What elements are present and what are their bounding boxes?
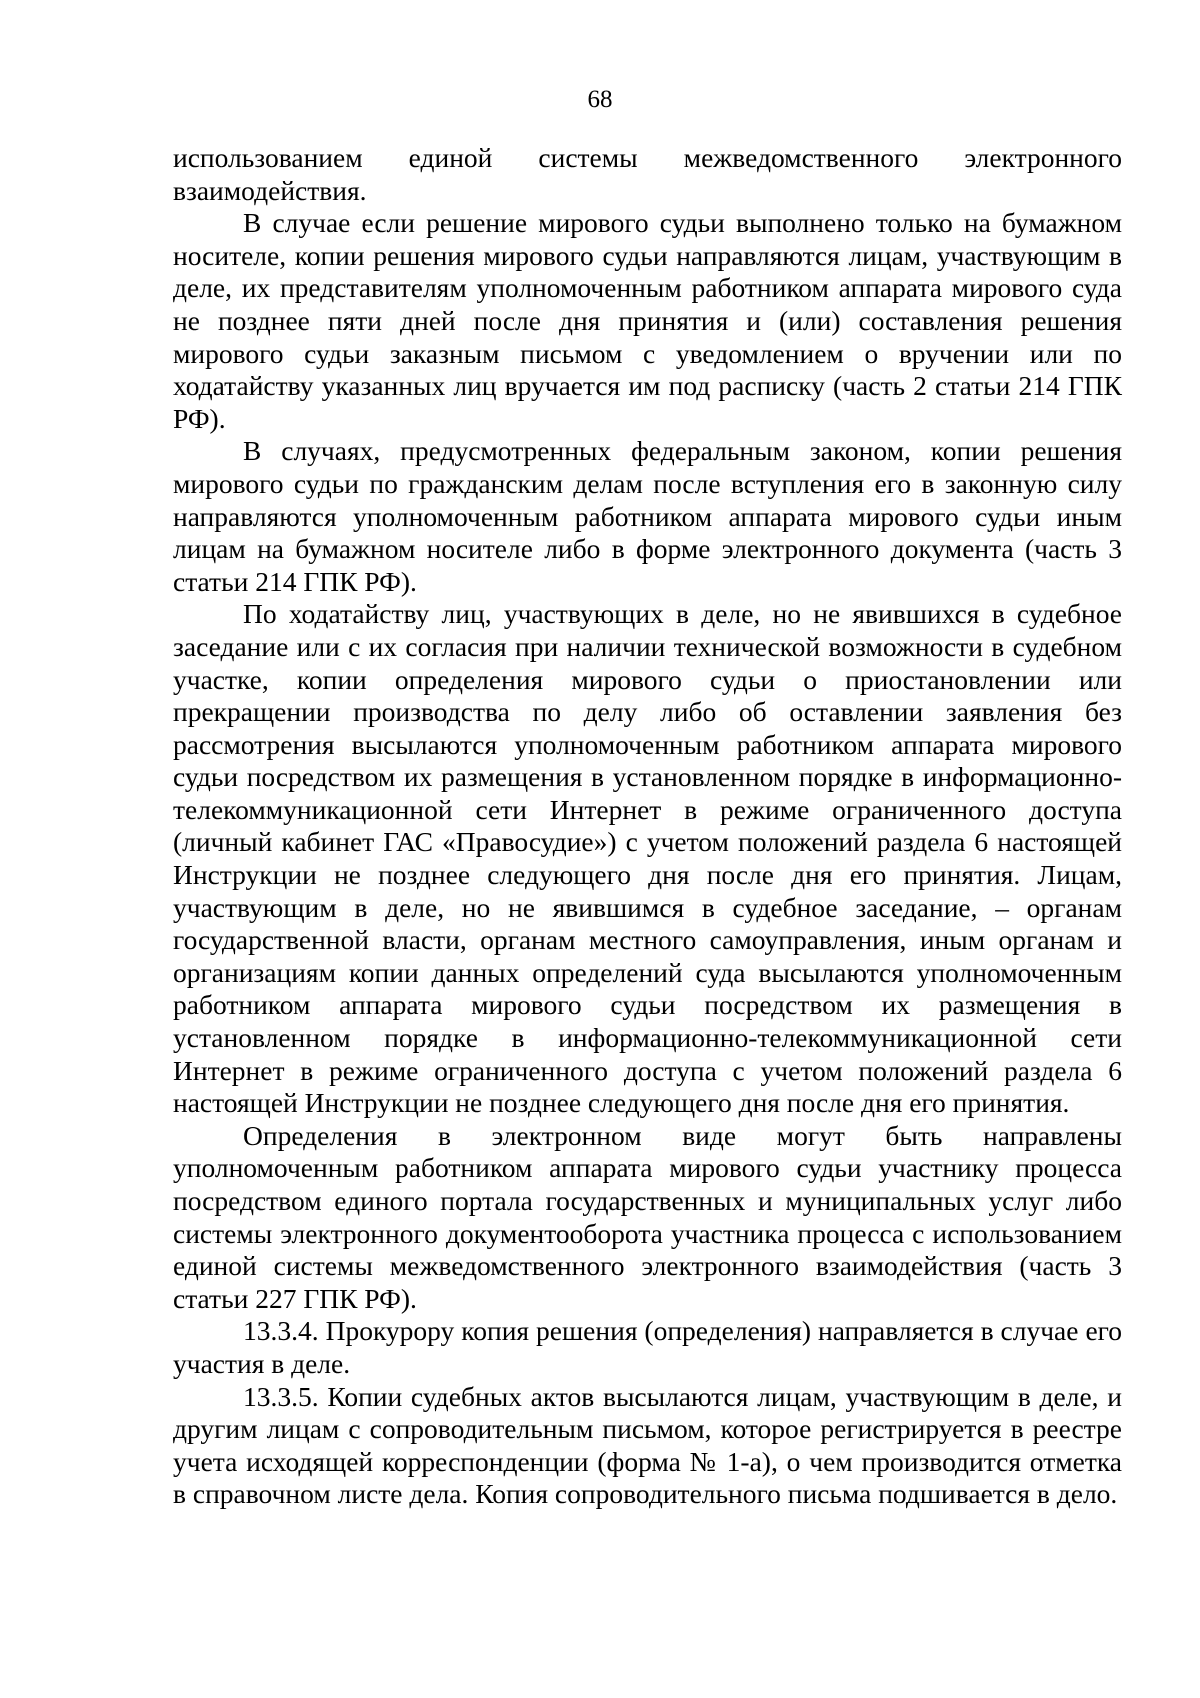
paragraph-petition-absent-parties: По ходатайству лиц, участвующих в деле, но не явившихся в судебное заседание или с их согласия при наличии технической возможности в судебном участке, копии определения мирового судьи о приостановлении или прекращении производства по делу либо об оставлении заявления без рассмотрения высылаются уполномоченным работником аппарата мирового судьи посредством их размещения в установленном порядке в информационно-телекоммуникационной сети Интернет в режиме ограниченного доступа (личный кабинет ГАС «Правосудие») с учетом положений раздела 6 настоящей Инструкции не позднее следующего дня после дня его принятия. Лицам, участвующим в деле, но не явившимся в судебное заседание, – органам государственной власти, органам местного самоуправления, иным органам и организациям копии данных определений суда высылаются уполномоченным работником аппарата мирового судьи посредством их размещения в установленном порядке в информационно-телекоммуникационной сети Интернет в режиме ограниченного доступа с учетом положений раздела 6 настоящей Инструкции не позднее следующего дня после дня его принятия. bbox=[173, 598, 1122, 1119]
paragraph-13-3-4: 13.3.4. Прокурору копия решения (определения) направляется в случае его участия в деле. bbox=[173, 1315, 1122, 1379]
paragraph-paper-copies: В случае если решение мирового судьи выполнено только на бумажном носителе, копии решения мирового судьи направляются лицам, участвующим в деле, их представителям уполномоченным работником аппарата мирового суда не позднее пяти дней после дня принятия и (или) составления решения мирового судьи заказным письмом с уведомлением о вручении или по ходатайству указанных лиц вручается им под расписку (часть 2 статьи 214 ГПК РФ). bbox=[173, 207, 1122, 434]
page-number: 68 bbox=[587, 86, 613, 113]
paragraph-continuation: использованием единой системы межведомственного электронного взаимодействия. bbox=[173, 142, 1122, 206]
paragraph-13-3-5: 13.3.5. Копии судебных актов высылаются лицам, участвующим в деле, и другим лицам с сопроводительным письмом, которое регистрируется в реестре учета исходящей корреспонденции (форма № 1-а), о чем производится отметка в справочном листе дела. Копия сопроводительного письма подшивается в дело. bbox=[173, 1380, 1122, 1510]
paragraph-electronic-rulings: Определения в электронном виде могут быть направлены уполномоченным работником аппарата мирового судьи участнику процесса посредством единого портала государственных и муниципальных услуг либо системы электронного документооборота участника процесса с использованием единой системы межведомственного электронного взаимодействия (часть 3 статьи 227 ГПК РФ). bbox=[173, 1119, 1122, 1314]
paragraph-federal-law-cases: В случаях, предусмотренных федеральным законом, копии решения мирового судьи по гражданским делам после вступления его в законную силу направляются уполномоченным работником аппарата мирового судьи иным лицам на бумажном носителе либо в форме электронного документа (часть 3 статьи 214 ГПК РФ). bbox=[173, 435, 1122, 597]
document-body bbox=[173, 142, 1122, 1511]
